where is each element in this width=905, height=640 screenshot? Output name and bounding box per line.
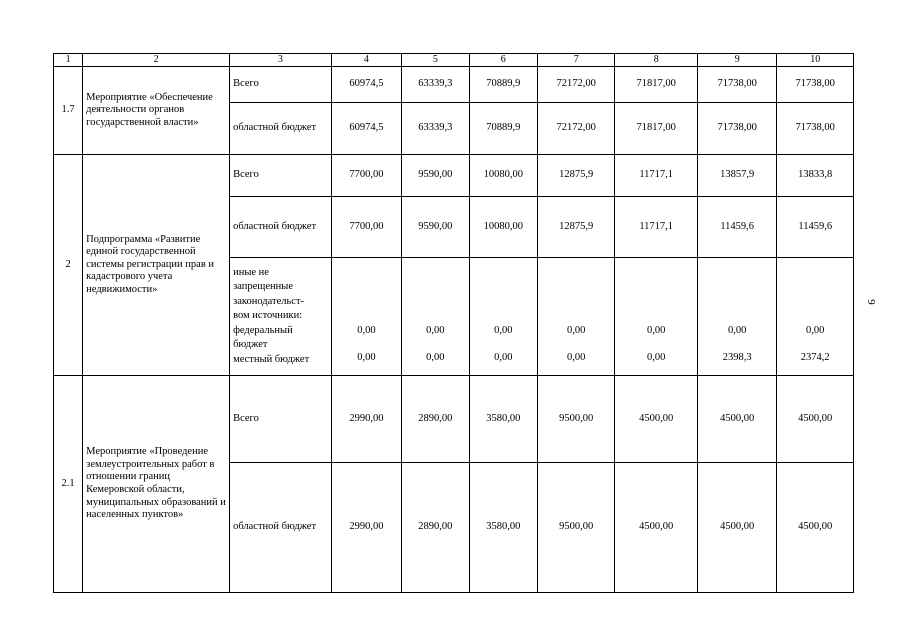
value-cell: 4500,00 (615, 376, 698, 463)
value-cell: 63339,3 (402, 67, 469, 103)
value-cell: 12875,9 (537, 197, 614, 258)
value-cell: 60974,5 (331, 103, 401, 155)
source-line: запрещенные (233, 281, 293, 293)
value-cell-pair (537, 258, 614, 376)
federal-budget-value: 0,00 (647, 325, 666, 336)
table-row (54, 67, 854, 103)
local-budget-value: 2398,3 (722, 352, 752, 363)
value-cell-pair (697, 258, 776, 376)
value-cell: 11717,1 (615, 155, 698, 197)
local-budget-value: 2374,2 (800, 352, 830, 363)
source-line: бюджет (233, 339, 268, 351)
value-cell: 7700,00 (331, 197, 401, 258)
budget-table (53, 53, 854, 593)
value-cell: 2890,00 (402, 376, 469, 463)
value-cell: 11459,6 (697, 197, 776, 258)
header-cell: 1 (54, 54, 83, 67)
value-cell: 2990,00 (331, 376, 401, 463)
value-cell: 4500,00 (615, 463, 698, 593)
source-line: законодательст- (233, 295, 305, 307)
header-cell: 7 (537, 54, 614, 67)
value-cell: 70889,9 (469, 103, 537, 155)
funding-source-other (230, 258, 332, 376)
row-index: 1.7 (54, 67, 83, 155)
value-cell-pair (331, 258, 401, 376)
value-cell: 72172,00 (537, 67, 614, 103)
federal-budget-value: 0,00 (567, 325, 586, 336)
value-cell: 3580,00 (469, 376, 537, 463)
row-index: 2 (54, 155, 83, 376)
value-cell-pair (469, 258, 537, 376)
header-cell: 3 (230, 54, 332, 67)
value-cell: 4500,00 (777, 463, 854, 593)
header-cell: 4 (331, 54, 401, 67)
header-cell: 9 (697, 54, 776, 67)
federal-budget-value: 0,00 (494, 325, 513, 336)
row-index: 2.1 (54, 376, 83, 593)
header-cell: 5 (402, 54, 469, 67)
funding-source: Всего (230, 155, 332, 197)
value-cell: 71817,00 (615, 67, 698, 103)
value-cell: 4500,00 (697, 463, 776, 593)
source-line: иные не (233, 266, 269, 278)
value-cell: 71817,00 (615, 103, 698, 155)
source-line: местный бюджет (233, 353, 310, 365)
value-cell: 60974,5 (331, 67, 401, 103)
local-budget-value: 0,00 (567, 352, 586, 363)
activity-name: Мероприятие «Обеспечение деятельности органов государственной власти» (83, 67, 230, 155)
value-cell: 3580,00 (469, 463, 537, 593)
source-line: вом источники: (233, 310, 303, 322)
value-cell-pair (615, 258, 698, 376)
local-budget-value: 0,00 (494, 352, 513, 363)
table-row (54, 155, 854, 197)
value-cell: 10080,00 (469, 155, 537, 197)
federal-budget-value: 0,00 (728, 325, 747, 336)
funding-source: областной бюджет (230, 463, 332, 593)
value-cell: 9590,00 (402, 197, 469, 258)
funding-source: областной бюджет (230, 197, 332, 258)
local-budget-value: 0,00 (647, 352, 666, 363)
value-cell: 71738,00 (777, 103, 854, 155)
local-budget-value: 0,00 (357, 352, 376, 363)
value-cell: 71738,00 (777, 67, 854, 103)
value-cell: 2990,00 (331, 463, 401, 593)
header-row (54, 54, 854, 67)
funding-source: областной бюджет (230, 103, 332, 155)
value-cell: 72172,00 (537, 103, 614, 155)
value-cell: 4500,00 (777, 376, 854, 463)
value-cell-pair (402, 258, 469, 376)
value-cell: 7700,00 (331, 155, 401, 197)
activity-name: Мероприятие «Проведение землеустроительных работ в отношении границ Кемеровской области, муниципальных образований и населенных пунктов» (83, 376, 230, 593)
value-cell-pair (777, 258, 854, 376)
header-cell: 2 (83, 54, 230, 67)
federal-budget-value: 0,00 (806, 325, 825, 336)
value-cell: 71738,00 (697, 103, 776, 155)
funding-source: Всего (230, 376, 332, 463)
value-cell: 13833,8 (777, 155, 854, 197)
value-cell: 2890,00 (402, 463, 469, 593)
value-cell: 63339,3 (402, 103, 469, 155)
value-cell: 10080,00 (469, 197, 537, 258)
page-number: 9 (865, 299, 877, 305)
header-cell: 6 (469, 54, 537, 67)
table-row (54, 376, 854, 463)
header-cell: 8 (615, 54, 698, 67)
value-cell: 71738,00 (697, 67, 776, 103)
local-budget-value: 0,00 (426, 352, 445, 363)
value-cell: 11459,6 (777, 197, 854, 258)
value-cell: 11717,1 (615, 197, 698, 258)
value-cell: 12875,9 (537, 155, 614, 197)
funding-source: Всего (230, 67, 332, 103)
value-cell: 9590,00 (402, 155, 469, 197)
value-cell: 9500,00 (537, 463, 614, 593)
federal-budget-value: 0,00 (357, 325, 376, 336)
value-cell: 70889,9 (469, 67, 537, 103)
value-cell: 9500,00 (537, 376, 614, 463)
value-cell: 4500,00 (697, 376, 776, 463)
federal-budget-value: 0,00 (426, 325, 445, 336)
source-line: федеральный (233, 324, 293, 336)
value-cell: 13857,9 (697, 155, 776, 197)
activity-name: Подпрограмма «Развитие единой государственной системы регистрации прав и кадастрового учета недвижимости» (83, 155, 230, 376)
header-cell: 10 (777, 54, 854, 67)
